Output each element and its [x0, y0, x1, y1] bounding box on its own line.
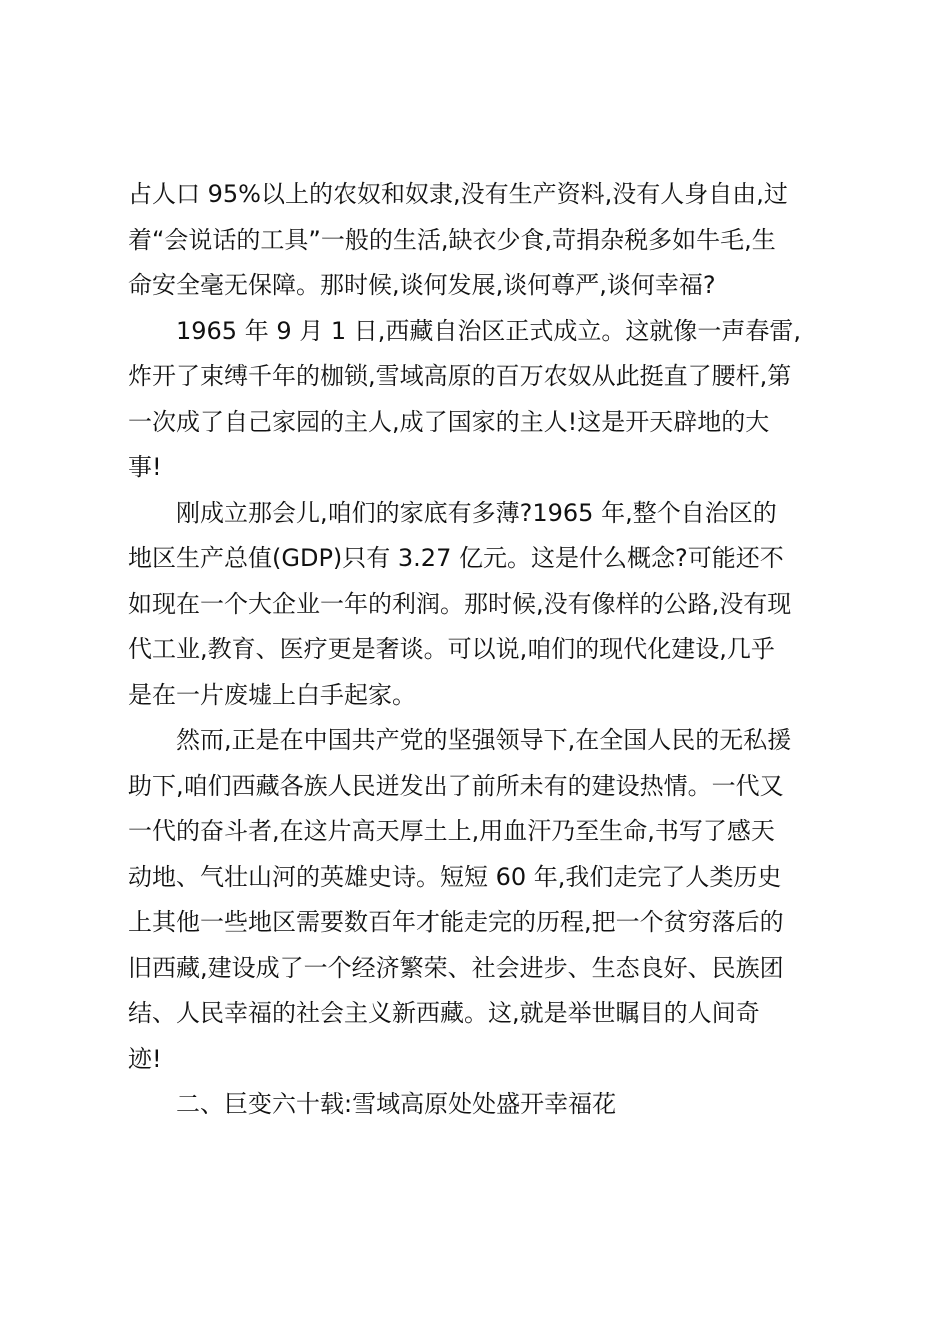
heading-line: 二、巨变六十载:雪域高原处处盛开幸福花 — [176, 1090, 617, 1118]
text-line: 动地、气壮山河的英雄史诗。短短 60 年,我们走完了人类历史 — [128, 862, 782, 891]
text-line: 迹! — [128, 1044, 162, 1073]
text-line: 事! — [128, 453, 162, 481]
text-line: 旧西藏,建设成了一个经济繁荣、社会进步、生态良好、民族团 — [128, 953, 784, 982]
text-line: 命安全毫无保障。那时候,谈何发展,谈何尊严,谈何幸福? — [128, 271, 716, 299]
paragraph — [128, 491, 840, 719]
text-line: 结、人民幸福的社会主义新西藏。这,就是举世瞩目的人间奇 — [128, 999, 760, 1027]
text-line: 1965 年 9 月 1 日,西藏自治区正式成立。这就像一声春雷, — [176, 316, 802, 345]
section-heading — [128, 1082, 840, 1128]
text-line: 代工业,教育、医疗更是奢谈。可以说,咱们的现代化建设,几乎 — [128, 635, 775, 663]
text-line: 炸开了束缚千年的枷锁,雪域高原的百万农奴从此挺直了腰杆,第 — [128, 362, 792, 390]
text-line: 刚成立那会儿,咱们的家底有多薄?1965 年,整个自治区的 — [176, 498, 777, 527]
text-line: 如现在一个大企业一年的利润。那时候,没有像样的公路,没有现 — [128, 589, 792, 618]
paragraph — [128, 309, 840, 491]
text-line: 占人口 95%以上的农奴和奴隶,没有生产资料,没有人身自由,过 — [128, 180, 788, 208]
text-line: 着“会说话的工具”一般的生活,缺衣少食,苛捐杂税多如牛毛,生 — [128, 225, 776, 254]
text-line: 上其他一些地区需要数百年才能走完的历程,把一个贫穷落后的 — [128, 908, 784, 936]
text-line: 是在一片废墟上白手起家。 — [128, 680, 416, 709]
text-line: 助下,咱们西藏各族人民迸发出了前所未有的建设热情。一代又 — [128, 771, 784, 800]
paragraph — [128, 718, 840, 1082]
text-line: 然而,正是在中国共产党的坚强领导下,在全国人民的无私援 — [176, 726, 792, 754]
text-line: 一次成了自己家园的主人,成了国家的主人!这是开天辟地的大 — [128, 407, 770, 436]
paragraph — [128, 172, 840, 309]
body-text — [128, 172, 840, 1128]
text-line: 地区生产总值(GDP)只有 3.27 亿元。这是什么概念?可能还不 — [128, 544, 784, 572]
text-line: 一代的奋斗者,在这片高天厚土上,用血汗乃至生命,书写了感天 — [128, 817, 775, 845]
